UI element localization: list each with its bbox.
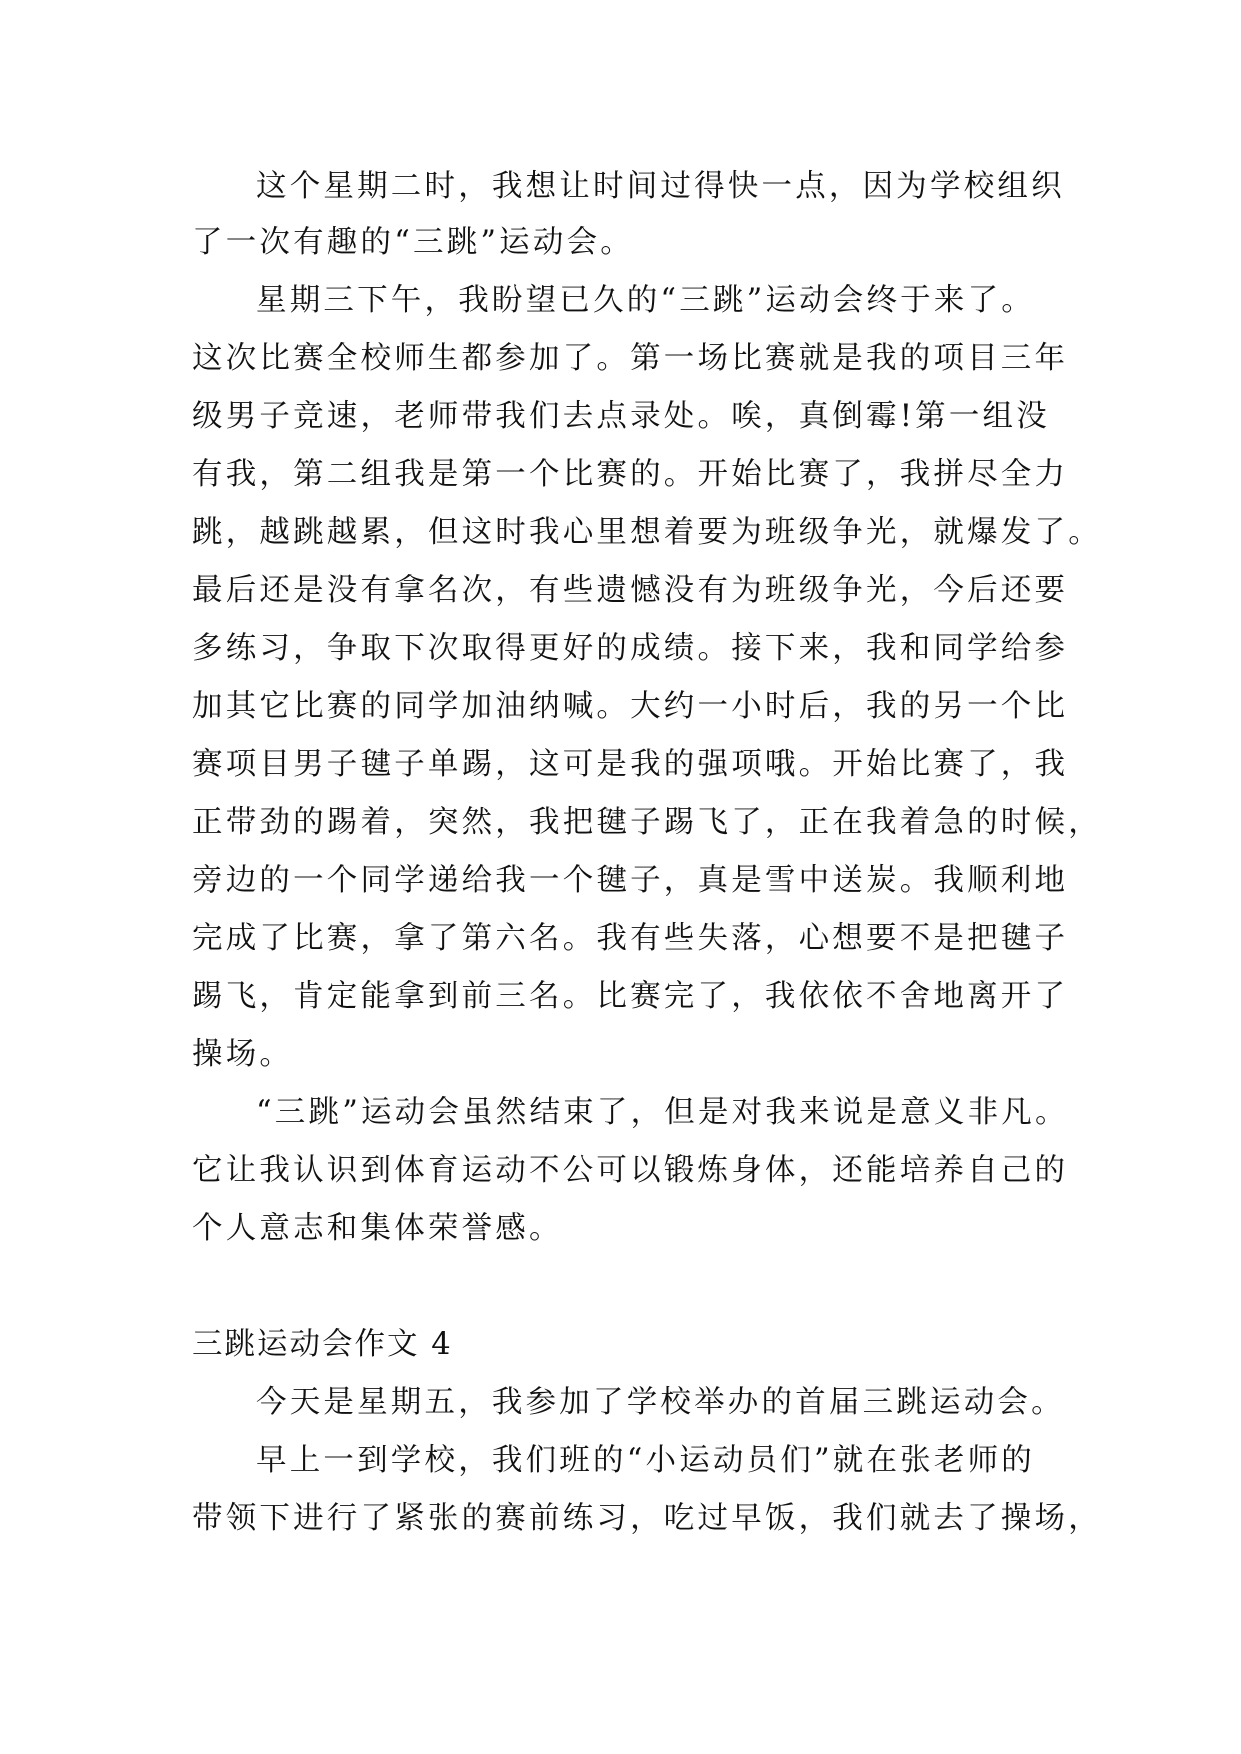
paragraph-line: 最后还是没有拿名次，有些遗憾没有为班级争光，今后还要 <box>192 573 1069 608</box>
paragraph-line: 这个星期二时，我想让时间过得快一点，因为学校组织 <box>256 169 1065 204</box>
paragraph-line: 操场。 <box>192 1037 294 1072</box>
paragraph-line: 踢飞，肯定能拿到前三名。比赛完了，我依依不舍地离开了 <box>192 979 1069 1014</box>
paragraph-line: 了一次有趣的“三跳”运动会。 <box>192 225 634 260</box>
paragraph-line: 这次比赛全校师生都参加了。第一场比赛就是我的项目三年 <box>192 341 1069 376</box>
paragraph-line: 早上一到学校，我们班的“小运动员们”就在张老师的 <box>256 1443 1035 1478</box>
paragraph-line: 完成了比赛，拿了第六名。我有些失落，心想要不是把毽子 <box>192 921 1069 956</box>
paragraph-line: “三跳”运动会虽然结束了，但是对我来说是意义非凡。 <box>256 1095 1069 1130</box>
paragraph-line: 个人意志和集体荣誉感。 <box>192 1211 563 1246</box>
paragraph-line: 多练习，争取下次取得更好的成绩。接下来，我和同学给参 <box>192 631 1069 666</box>
paragraph-line: 加其它比赛的同学加油纳喊。大约一小时后，我的另一个比 <box>192 689 1069 724</box>
paragraph-line: 正带劲的踢着，突然，我把毽子踢飞了，正在我着急的时候， <box>192 805 1102 840</box>
section-heading: 三跳运动会作文 4 <box>192 1327 453 1362</box>
paragraph-line: 它让我认识到体育运动不公可以锻炼身体，还能培养自己的 <box>192 1153 1069 1188</box>
paragraph-line: 跳，越跳越累，但这时我心里想着要为班级争光，就爆发了。 <box>192 515 1102 550</box>
paragraph-line: 今天是星期五，我参加了学校举办的首届三跳运动会。 <box>256 1385 1065 1420</box>
paragraph-line: 赛项目男子毽子单踢，这可是我的强项哦。开始比赛了，我 <box>192 747 1069 782</box>
paragraph-line: 旁边的一个同学递给我一个毽子，真是雪中送炭。我顺利地 <box>192 863 1069 898</box>
paragraph-line: 级男子竞速，老师带我们去点录处。唉，真倒霉!第一组没 <box>192 399 1050 434</box>
paragraph-line: 带领下进行了紧张的赛前练习，吃过早饭，我们就去了操场， <box>192 1501 1102 1536</box>
paragraph-line: 有我，第二组我是第一个比赛的。开始比赛了，我拼尽全力 <box>192 457 1069 492</box>
paragraph-line: 星期三下午，我盼望已久的“三跳”运动会终于来了。 <box>256 283 1035 318</box>
